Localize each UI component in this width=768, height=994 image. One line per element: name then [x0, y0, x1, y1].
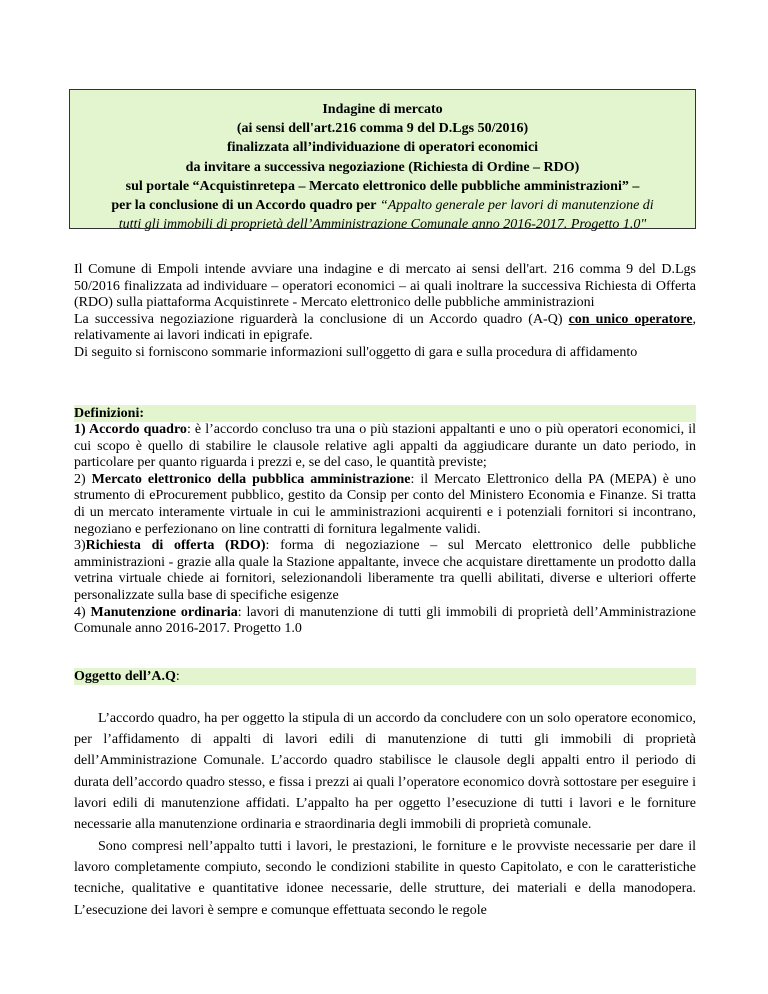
definition-label: Manutenzione ordinaria: [90, 604, 238, 620]
intro-section: [74, 262, 696, 362]
title-line: (ai sensi dell'art.216 comma 9 del D.Lgs 50/2016): [236, 121, 529, 137]
underlined-text: con unico operatore: [568, 311, 693, 327]
definition-text: : è l’accordo concluso tra una o più stazioni appaltanti e uno o più operatori economici, il cui scopo è quello di stabilire le clausole relative agli appalti da aggiudicare durante un dato periodo, in particolare per quanto riguarda i prezzi e, se del caso, le quantità previste;: [74, 422, 696, 471]
oggetto-heading: [74, 668, 696, 685]
title-box: [69, 89, 696, 233]
text-segment: La successiva negoziazione riguarderà la conclusione di un Accordo quadro (A-Q): [74, 311, 569, 327]
title-line: [78, 196, 687, 215]
definition-item: [74, 605, 696, 638]
definition-text: : il Mercato Elettronico della PA (MEPA) è uno strumento di eProcurement pubblico, gestito da Consip per conto del Ministero Economia e Finanze. Si tratta di un mercato interamente virtuale in cui le amministrazioni acquirenti e i potenziali fornitori si incontrano, negoziano e perfezionano on line contratti di fornitura legalmente validi.: [74, 471, 696, 537]
title-line: Indagine di mercato: [322, 102, 443, 117]
definizioni-section: [74, 422, 696, 638]
title-line: sul portale “Acquistinretepa – Mercato elettronico delle pubbliche amministrazioni” –: [125, 178, 640, 194]
oggetto-paragraph: L’accordo quadro, ha per oggetto la stipula di un accordo da concludere con un solo operatore economico, per l’affidamento di appalti di lavori edili di manutenzione di tutti gli immobili di proprietà dell’Amministrazione Comunale. L’accordo quadro stabilisce le clausole degli appalti entro il periodo di durata dell’accordo quadro stesso, e fissa i prezzi ai quali l’operatore economico dovrà sottostare per eseguire i lavori edili di manutenzione affidati. L’appalto ha per oggetto l’esecuzione di tutti i lavori e le forniture necessarie alla manutenzione ordinaria e straordinaria degli immobili di proprietà comunale.: [74, 711, 696, 833]
definition-number: 4): [74, 604, 91, 620]
intro-paragraph: Il Comune di Empoli intende avviare una indagine e di mercato ai sensi dell'art. 216 comma 9 del D.Lgs 50/2016 finalizzata ad individuare – operatori economici – ai quali inoltrare la successiva Richiesta di Offerta (RDO) sulla piattaforma Acquistinrete - Mercato elettronico delle pubbliche amministrazioni: [74, 262, 696, 311]
definition-label: Mercato elettronico della pubblica amministrazione: [91, 471, 411, 487]
oggetto-paragraph: Sono compresi nell’appalto tutti i lavori, le prestazioni, le forniture e le provviste necessarie per dare il lavoro completamente compiuto, secondo le condizioni stabilite in questo Capitolato, e con le caratteristiche tecniche, qualitative e quantitative idonee necessarie, delle strutture, dei materiali e della manodopera. L’esecuzione dei lavori è sempre e comunque effettuata secondo le regole: [74, 839, 696, 918]
definition-item: [74, 422, 696, 472]
intro-paragraph: [74, 312, 696, 345]
definizioni-heading: Definizioni:: [74, 405, 696, 422]
definition-item: [74, 472, 696, 538]
title-line: tutti gli immobili di proprietà dell’Amministrazione Comunale anno 2016-2017. Progetto 1.0": [118, 217, 647, 233]
title-line: finalizzata all’individuazione di operatori economici: [226, 140, 539, 156]
definition-item: [74, 538, 696, 604]
title-italic-segment: “Appalto generale per lavori di manutenzione di: [376, 198, 654, 214]
definition-label: 1) Accordo quadro: [74, 422, 187, 437]
definition-text: : forma di negoziazione – sul Mercato elettronico delle pubbliche amministrazioni - grazie alla quale la Stazione appaltante, invece che acquistare direttamente un prodotto dalla vetrina virtuale chiede ai fornitori, selezionandoli liberamente tra quelli abilitati, diverse e ulteriori offerte personalizzate sulla base di specifiche esigenze: [74, 538, 696, 603]
text-segment: , relativamente ai lavori indicati in epigrafe.: [74, 311, 696, 344]
heading-suffix: :: [175, 669, 180, 684]
definition-number: 2): [74, 471, 92, 487]
title-line: da invitare a successiva negoziazione (Richiesta di Ordine – RDO): [185, 159, 580, 175]
title-bold-segment: per la conclusione di un Accordo quadro per: [111, 198, 377, 214]
definition-number: 3): [74, 538, 86, 554]
definition-text: : lavori di manutenzione di tutti gli immobili di proprietà dell’Amministrazione Comunale anno 2016-2017. Progetto 1.0: [74, 604, 696, 637]
definition-label: Richiesta di offerta (RDO): [85, 538, 266, 554]
intro-paragraph: Di seguito si forniscono sommarie informazioni sull'oggetto di gara e sulla procedura di affidamento: [74, 344, 638, 360]
heading-text: Oggetto dell’A.Q: [74, 669, 176, 684]
